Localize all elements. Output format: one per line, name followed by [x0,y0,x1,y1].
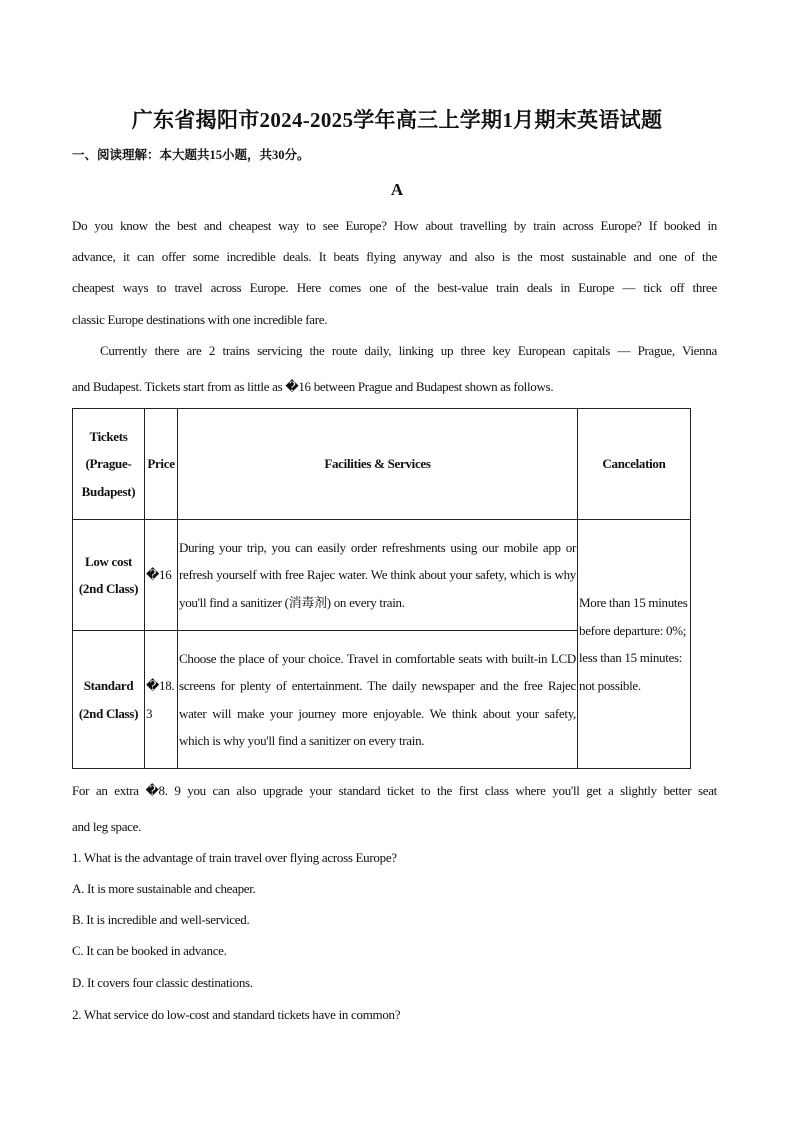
question-option[interactable]: C. It can be booked in advance. [72,943,227,958]
cancelation-policy: More than 15 minutes before departure: 0%; less than 15 minutes: not possible. [578,520,691,769]
ticket-facilities: Choose the place of your choice. Travel in comfortable seats with built-in LCD screens for plenty of entertainment. The daily newspaper and the free Rajec water will make your journey more enjoyable. We think about your safety, which is why you'll find a sanitizer on every train. [178,631,578,769]
paragraph-line: Do you know the best and cheapest way to see Europe? How about travelling by train across Europe? If booked in [72,218,717,233]
header-cancelation: Cancelation [578,409,691,520]
header-tickets: Tickets (Prague-Budapest) [73,409,145,520]
passage-label: A [390,180,404,199]
section-heading: 一、阅读理解：本大题共15小题，共30分。 [72,148,310,162]
paragraph-line: and leg space. [72,819,142,834]
ticket-price: �16 [145,520,178,631]
header-facilities: Facilities & Services [178,409,578,520]
question-stem: 2. What service do low-cost and standard tickets have in common? [72,1007,401,1022]
paragraph-line: classic Europe destinations with one incredible fare. [72,312,328,327]
paragraph-line: For an extra �8. 9 you can also upgrade your standard ticket to the first class where you'll get a slightly better seat [72,783,717,798]
ticket-table [72,408,691,769]
ticket-facilities: During your trip, you can easily order refreshments using our mobile app or refresh yourself with free Rajec water. We think about your safety, which is why you'll find a sanitizer (消毒剂) on every train. [178,520,578,631]
question-option[interactable]: B. It is incredible and well-serviced. [72,912,250,927]
table-row [73,520,691,631]
paragraph-line: and Budapest. Tickets start from as little as �16 between Prague and Budapest shown as follows. [72,379,554,394]
question-stem: 1. What is the advantage of train travel over flying across Europe? [72,850,397,865]
ticket-type: Standard (2nd Class) [73,631,145,769]
paragraph-line: advance, it can offer some incredible deals. It beats flying anyway and also is the most sustainable and one of the [72,249,717,264]
table-header-row [73,409,691,520]
ticket-price: �18.3 [145,631,178,769]
question-option[interactable]: D. It covers four classic destinations. [72,975,253,990]
ticket-type: Low cost (2nd Class) [73,520,145,631]
question-option[interactable]: A. It is more sustainable and cheaper. [72,881,256,896]
paragraph-line: cheapest ways to travel across Europe. Here comes one of the best-value train deals in Europe — tick off three [72,280,717,295]
header-price: Price [145,409,178,520]
document-title: 广东省揭阳市2024-2025学年高三上学期1月期末英语试题 [131,108,663,132]
paragraph-line: Currently there are 2 trains servicing the route daily, linking up three key European capitals — Prague, Vienna [100,343,717,358]
